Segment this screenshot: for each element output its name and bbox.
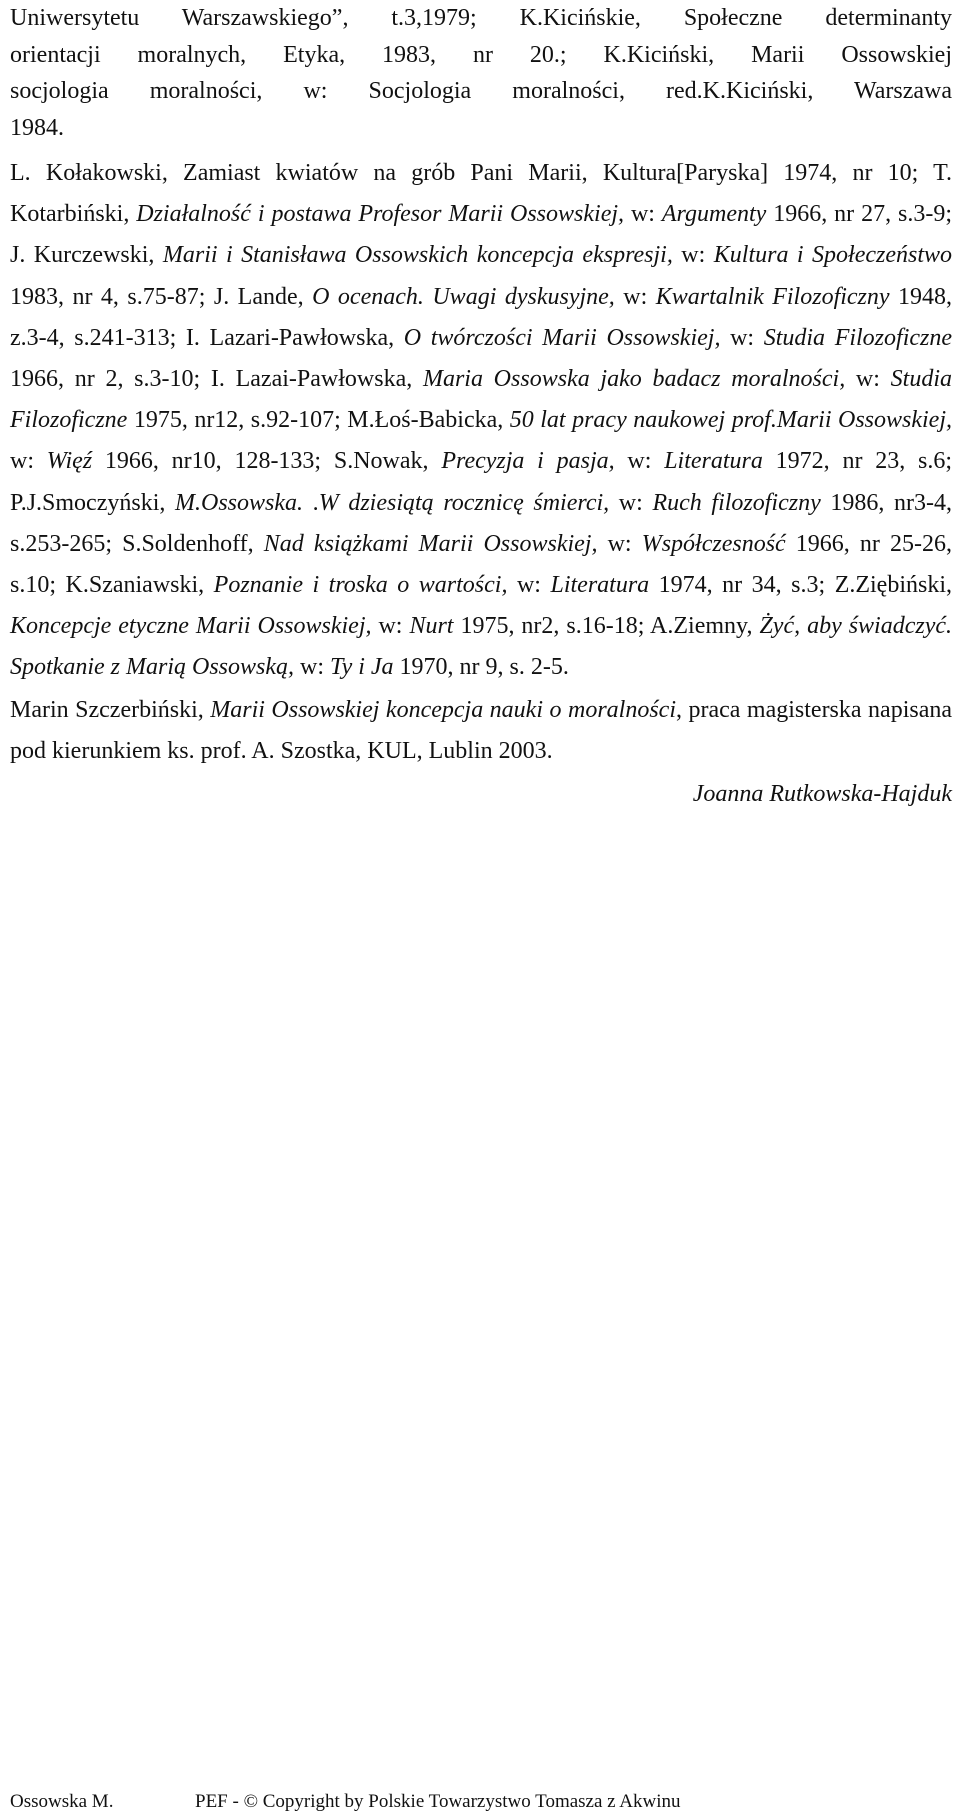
- work-title: Żyć, aby świadczyć. Spotkanie z Marią Ossowską,: [10, 613, 953, 681]
- journal-title: Argumenty: [661, 201, 767, 228]
- work-title: Koncepcje etyczne Marii Ossowskiej,: [10, 613, 372, 640]
- journal-title: Kultura i Społeczeństwo: [713, 242, 953, 269]
- journal-title: Literatura: [664, 448, 763, 475]
- journal-title: Studia Filozoficzne: [10, 366, 953, 434]
- work-title: M.Ossowska.: [175, 489, 304, 516]
- text-run: 1966, nr 2, s.3-10; I. Lazai-Pawłowska,: [10, 366, 423, 393]
- page-body: [10, 0, 952, 815]
- text-run: 1966, nr 27, s.3-9; J. Kurczewski,: [10, 201, 952, 269]
- journal-title: Współczesność: [641, 530, 786, 557]
- text-run: .: [303, 489, 319, 516]
- text-run: 1986, nr3-4, s.253-265; S.Soldenhoff,: [10, 489, 953, 557]
- text-run: w:: [614, 448, 665, 475]
- text-run: L. Kołakowski, Zamiast kwiatów na grób Pani Marii, Kultura[Paryska] 1974, nr 10; T. Kotarbiński,: [10, 160, 952, 228]
- text-run: Marin Szczerbiński,: [10, 696, 211, 723]
- journal-title: Literatura: [550, 572, 650, 599]
- text-run: w:: [614, 283, 656, 310]
- text-line: orientacji moralnych, Etyka, 1983, nr 20.; K.Kiciński, Marii Ossowskiej: [10, 41, 952, 68]
- text-run: 1972, nr 23, s.6; P.J.Smoczyński,: [10, 448, 953, 516]
- text-run: w:: [294, 654, 330, 681]
- page-footer: [10, 1791, 681, 1813]
- text-run: 1975, nr12, s.92-107; M.Łoś-Babicka,: [127, 407, 510, 434]
- work-title: O twórczości Marii Ossowskiej,: [403, 324, 721, 351]
- text-line: socjologia moralności, w: Socjologia moralności, red.K.Kiciński, Warszawa: [10, 78, 952, 104]
- text-line: Uniwersytetu Warszawskiego”, t.3,1979; K.Kicińskie, Społeczne determinanty: [10, 5, 952, 31]
- work-title: Poznanie i troska o wartości,: [213, 572, 508, 599]
- work-title: O ocenach. Uwagi dyskusyjne,: [312, 283, 615, 310]
- text-run: w:: [507, 572, 551, 599]
- text-run: w:: [371, 613, 410, 640]
- work-title: Precyzja i pasja,: [441, 448, 615, 475]
- work-title: 50 lat pracy naukowej prof.Marii Ossowskiej,: [509, 407, 952, 434]
- text-run: 1983, nr 4, s.75-87; J. Lande,: [10, 283, 313, 310]
- work-title: Maria Ossowska jako badacz moralności,: [422, 366, 846, 393]
- text-run: w:: [10, 448, 47, 475]
- work-title: Działalność i postawa Profesor Marii Ossowskiej,: [136, 201, 625, 228]
- text-run: w:: [845, 366, 891, 393]
- text-run: 1966, nr10, 128-133; S.Nowak,: [92, 448, 442, 475]
- text-run: w:: [624, 201, 662, 228]
- text-run: 1948, z.3-4, s.241-313; I. Lazari-Pawłowska,: [10, 283, 953, 351]
- footer-left: Ossowska M.: [10, 1791, 114, 1812]
- author-signature: Joanna Rutkowska-Hajduk: [692, 780, 952, 807]
- text-line: 1984.: [10, 114, 64, 141]
- text-run: , praca magisterska napisana pod kierunkiem ks. prof. A. Szostka, KUL, Lublin 2003.: [10, 696, 953, 764]
- journal-title: Ty i Ja: [330, 654, 394, 681]
- text-run: w:: [720, 324, 764, 351]
- journal-title: Kwartalnik Filozoficzny: [655, 283, 890, 310]
- text-run: 1970, nr 9, s. 2-5.: [393, 654, 569, 681]
- work-title: W dziesiątą rocznicę śmierci,: [318, 489, 610, 516]
- text-run: 1966, nr 25-26, s.10; K.Szaniawski,: [10, 530, 953, 599]
- text-run: 1975, nr2, s.16-18; A.Ziemny,: [453, 613, 760, 640]
- work-title: Marii i Stanisława Ossowskich koncepcja ekspresji,: [162, 242, 673, 269]
- reference-paragraph-continued: [10, 0, 952, 146]
- journal-title: Studia Filozoficzne: [763, 324, 953, 351]
- journal-title: Ruch filozoficzny: [652, 489, 821, 516]
- reference-paragraph-thesis: [10, 690, 952, 772]
- journal-title: Więź: [46, 448, 93, 475]
- text-run: w:: [672, 242, 714, 269]
- text-run: w:: [597, 530, 642, 557]
- reference-paragraph-literature: [10, 153, 952, 689]
- text-run: w:: [609, 489, 653, 516]
- work-title: Marii Ossowskiej koncepcja nauki o moralności: [210, 696, 676, 723]
- journal-title: Nurt: [409, 613, 454, 640]
- work-title: Nad książkami Marii Ossowskiej,: [263, 530, 598, 557]
- footer-copyright: PEF - © Copyright by Polskie Towarzystwo Tomasza z Akwinu: [195, 1791, 681, 1812]
- text-run: 1974, nr 34, s.3; Z.Ziębiński,: [649, 572, 953, 599]
